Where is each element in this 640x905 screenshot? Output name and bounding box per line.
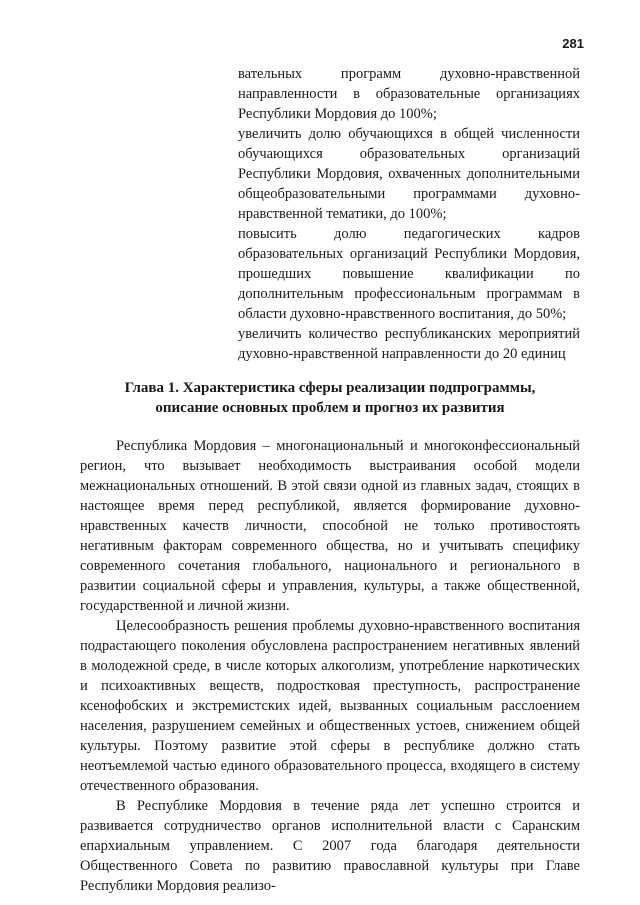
- goals-list-item: повысить долю педагогических кадров образовательных организаций Республики Мордовия, прошедших повышение квалификации по дополнительным профессиональным программам в области духовно-нравственного воспитания, до 50%;: [238, 226, 580, 322]
- goals-list: [238, 64, 580, 364]
- goals-list-item: увеличить долю обучающихся в общей численности обучающихся образовательных организаций Республики Мордовия, охваченных дополнительными общеобразовательными программами духовно-нравственной тематики, до 100%;: [238, 126, 580, 222]
- chapter-heading: [80, 378, 580, 418]
- chapter-heading-line-1: Глава 1. Характеристика сферы реализации подпрограммы,: [124, 380, 536, 396]
- body-text: [80, 436, 580, 896]
- page-number: 281: [562, 36, 584, 51]
- goals-list-item: вательных программ духовно-нравственной направленности в образовательные организациях Республики Мордовия до 100%;: [238, 66, 580, 122]
- goals-list-item: увеличить количество республиканских мероприятий духовно-нравственной направленности до 20 единиц: [238, 326, 580, 362]
- paragraph: В Республике Мордовия в течение ряда лет успешно строится и развивается сотрудничество органов исполнительной власти с Саранским епархиальным управлением. С 2007 года благодаря деятельности Общественного Совета по развитию православной культуры при Главе Республики Мордовия реализо-: [80, 798, 580, 894]
- paragraph: Республика Мордовия – многонациональный и многоконфессиональный регион, что вызывает необходимость выстраивания особой модели межнациональных отношений. В этой связи одной из главных задач, стоящих в настоящее время перед республикой, является формирование духовно-нравственных качеств личности, способной не только противостоять негативным факторам современного общества, но и учитывать специфику современного сочетания глобального, национального и регионального в развитии социальной сферы и управления, культуры, а также общественной, государственной и личной жизни.: [80, 438, 580, 614]
- paragraph: Целесообразность решения проблемы духовно-нравственного воспитания подрастающего поколения обусловлена распространением негативных явлений в молодежной среде, в числе которых алкоголизм, употребление наркотических и психоактивных веществ, подростковая преступность, распространение ксенофобских и экстремистских идей, вызванных социальным расслоением населения, разрушением семейных и общественных устоев, снижением общей культуры. Поэтому развитие этой сферы в республике должно стать неотъемлемой частью единого образовательного процесса, входящего в систему отечественного образования.: [80, 618, 580, 794]
- chapter-heading-line-2: описание основных проблем и прогноз их развития: [155, 400, 505, 416]
